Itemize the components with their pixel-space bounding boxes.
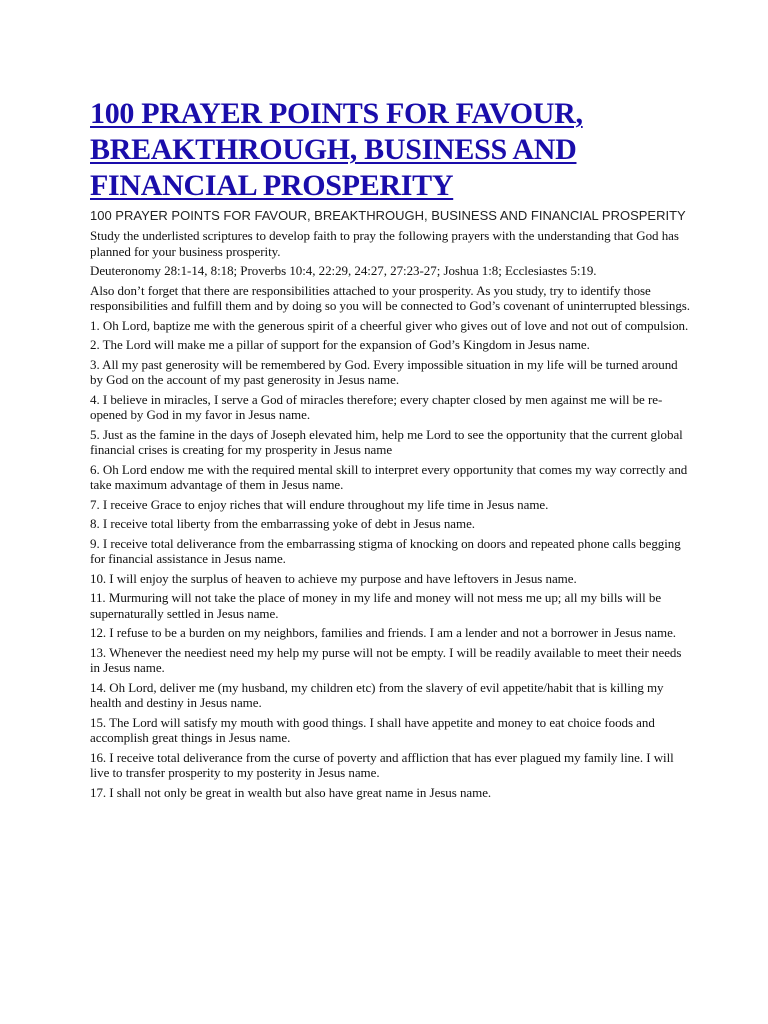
prayer-item: 1. Oh Lord, baptize me with the generous spirit of a cheerful giver who gives out of love and not out of compulsion. xyxy=(90,317,689,333)
prayer-item: 6. Oh Lord endow me with the required mental skill to interpret every opportunity that comes my way correctly and take maximum advantage of them in Jesus name. xyxy=(90,461,688,492)
scripture-references: Deuteronomy 28:1-14, 8:18; Proverbs 10:4, 22:29, 24:27, 27:23-27; Joshua 1:8; Ecclesiastes 5:19. xyxy=(90,263,597,278)
prayer-item: 4. I believe in miracles, I serve a God of miracles therefore; every chapter closed by men against me will be re-opened by God in my favor in Jesus name. xyxy=(90,391,663,422)
prayer-item: 10. I will enjoy the surplus of heaven to achieve my purpose and have leftovers in Jesus name. xyxy=(90,570,577,586)
prayer-item: 12. I refuse to be a burden on my neighbors, families and friends. I am a lender and not a borrower in Jesus name. xyxy=(90,625,676,640)
prayer-item: 7. I receive Grace to enjoy riches that will endure throughout my life time in Jesus name. xyxy=(90,496,549,512)
prayer-item: 9. I receive total deliverance from the embarrassing stigma of knocking on doors and repeated phone calls begging for financial assistance in Jesus name. xyxy=(90,535,681,566)
prayer-item: 16. I receive total deliverance from the curse of poverty and affliction that has ever plagued my family line. I will live to transfer prosperity to my posterity in Jesus name. xyxy=(90,749,674,780)
document-page xyxy=(90,96,690,804)
prayer-item: 13. Whenever the neediest need my help my purse will not be empty. I will be readily available to meet their needs in Jesus name. xyxy=(90,644,682,675)
prayer-item: 17. I shall not only be great in wealth but also have great name in Jesus name. xyxy=(90,784,492,800)
prayer-item: 8. I receive total liberty from the embarrassing yoke of debt in Jesus name. xyxy=(90,516,475,531)
prayer-item: 5. Just as the famine in the days of Joseph elevated him, help me Lord to see the opportunity that the current global financial crises is creating for my prosperity in Jesus name xyxy=(90,426,683,457)
prayer-item: 3. All my past generosity will be remembered by God. Every impossible situation in my life will be turned around by God on the account of my past generosity in Jesus name. xyxy=(90,356,678,387)
document-subtitle: 100 PRAYER POINTS FOR FAVOUR, BREAKTHROUGH, BUSINESS AND FINANCIAL PROSPERITY xyxy=(90,208,686,223)
prayer-item: 15. The Lord will satisfy my mouth with good things. I shall have appetite and money to eat choice foods and accomplish great things in Jesus name. xyxy=(90,714,655,745)
page-title xyxy=(90,96,690,204)
responsibilities-paragraph: Also don’t forget that there are responsibilities attached to your prosperity. As you study, try to identify those responsibilities and fulfill them and by doing so you will be connected to God’s covenant of uninterrupted blessings. xyxy=(90,282,690,313)
prayer-item: 2. The Lord will make me a pillar of support for the expansion of God’s Kingdom in Jesus name. xyxy=(90,337,590,352)
title-link[interactable]: 100 PRAYER POINTS FOR FAVOUR, BREAKTHROUGH, BUSINESS AND FINANCIAL PROSPERITY xyxy=(90,97,583,202)
intro-paragraph: Study the underlisted scriptures to develop faith to pray the following prayers with the understanding that God has planned for your business prosperity. xyxy=(90,228,679,259)
prayer-item: 14. Oh Lord, deliver me (my husband, my children etc) from the slavery of evil appetite/habit that is killing my health and destiny in Jesus name. xyxy=(90,679,664,710)
prayer-item: 11. Murmuring will not take the place of money in my life and money will not mess me up; all my bills will be supernaturally settled in Jesus name. xyxy=(90,590,662,621)
prayer-list xyxy=(90,318,690,801)
